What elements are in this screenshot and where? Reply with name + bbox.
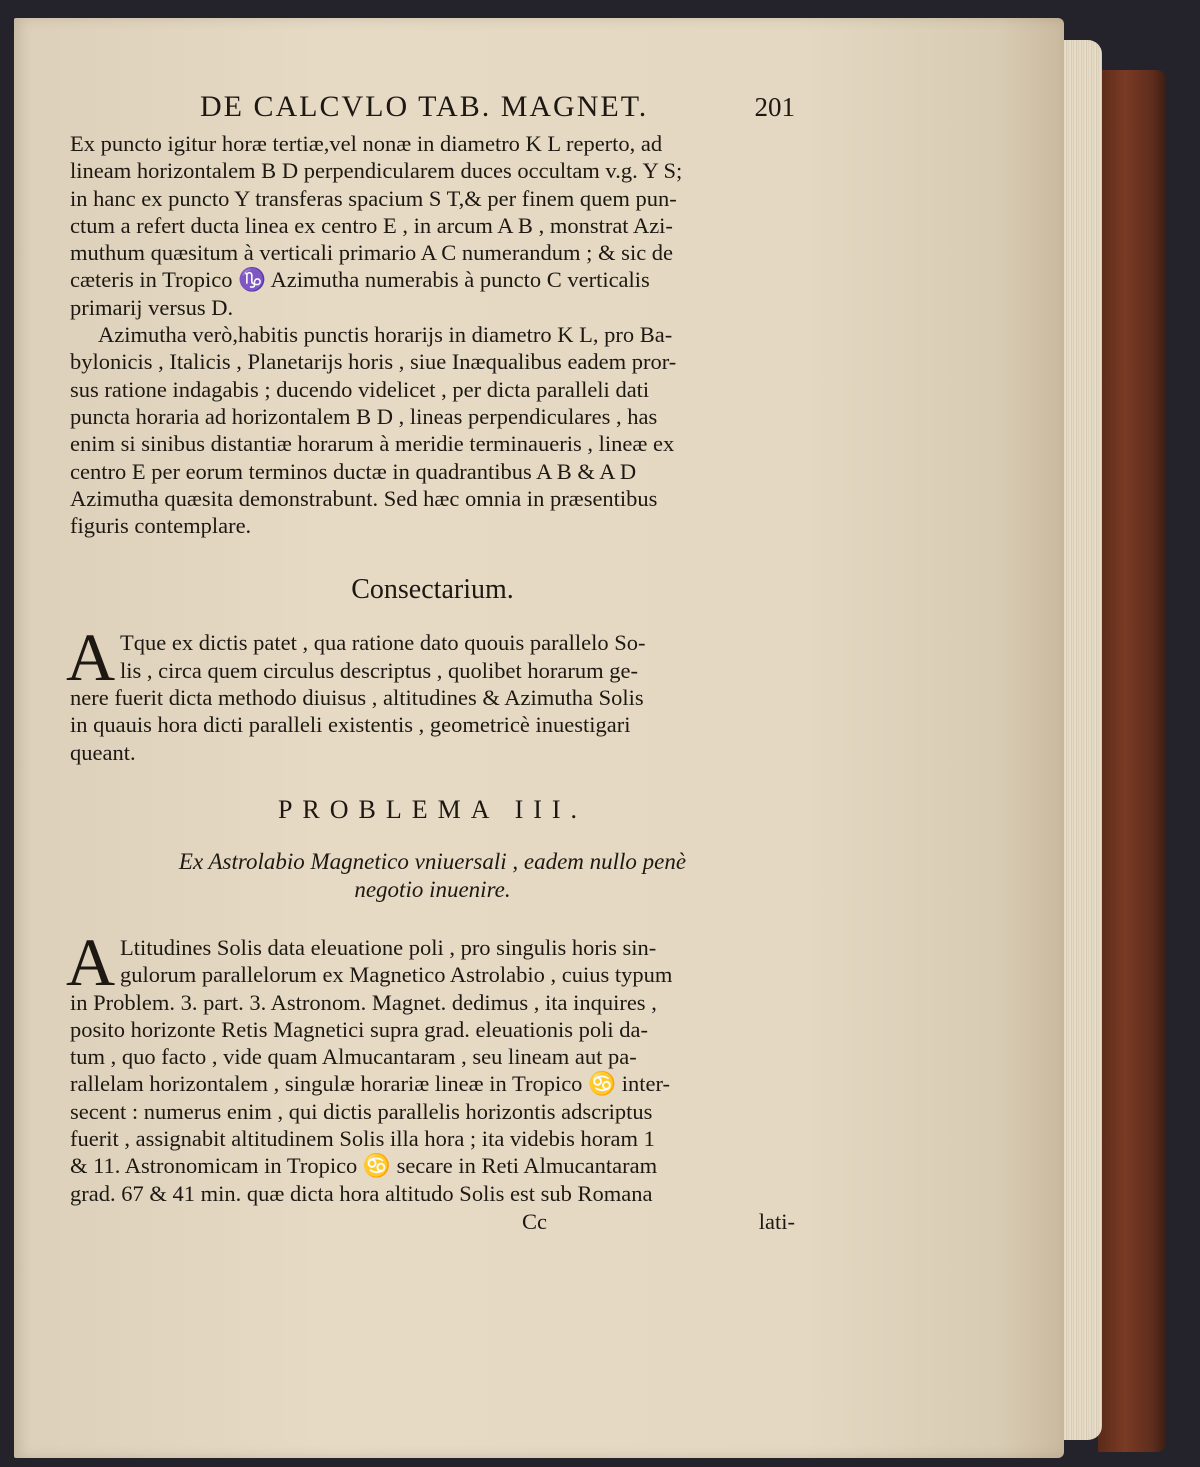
text-line: centro E per eorum terminos ductæ in quadrantibus A B & A D [70,458,637,484]
text-line: Ltitudines Solis data eleuatione poli , pro singulis horis sin- [120,934,657,960]
text-line: ctum a refert ducta linea ex centro E , in arcum A B , monstrat Azi- [70,212,673,238]
consectarium-paragraph [66,619,795,765]
drop-cap: A [66,923,116,1000]
text-line: Azimutha verò,habitis punctis horarijs in diametro K L, pro Ba- [98,322,673,348]
text-line: & 11. Astronomicam in Tropico ♋ secare in Reti Almucantaram [70,1153,658,1179]
text-line: puncta horaria ad horizontalem B D , lineas perpendiculares , has [70,403,658,429]
text-line: gulorum parallelorum ex Magnetico Astrolabio , cuius typum [120,962,673,988]
page-footer [70,1209,795,1239]
paragraph-2 [70,321,795,539]
text-line: in quauis hora dicti paralleli existentis , geometricè inuestigari [70,712,631,738]
drop-cap: A [66,619,116,696]
catchword: lati- [758,1208,795,1234]
page-number: 201 [754,92,795,122]
consectarium-heading: Consectarium. [351,574,514,606]
page-text-block [66,90,795,1239]
text-line: grad. 67 & 41 min. quæ dicta hora altitudo Solis est sub Romana [70,1180,653,1206]
running-head-title: DE CALCVLO TAB. MAGNET. [200,90,649,123]
signature-mark: Cc [522,1208,547,1234]
paragraph-1 [70,130,795,321]
text-line: queant. [70,739,136,765]
problem-paragraph [66,923,795,1207]
problem-heading: PROBLEMA III. [277,794,588,824]
text-line: enim si sinibus distantiæ horarum à meridie terminaueris , lineæ ex [70,431,675,457]
text-line: rallelam horizontalem , singulæ horariæ lineæ in Tropico ♋ inter- [70,1071,670,1097]
text-line: bylonicis , Italicis , Planetarijs horis , siue Inæqualibus eadem pror- [70,349,677,375]
text-line: figuris contemplare. [70,513,252,539]
book-cover-edge [1098,70,1166,1452]
text-line: in hanc ex puncto Y transferas spacium S T,& per finem quem pun- [70,185,677,211]
problem-subheading-line: Ex Astrolabio Magnetico vniuersali , eadem nullo penè [178,848,687,874]
text-line: primarij versus D. [70,294,234,320]
text-line: nere fuerit dicta methodo diuisus , altitudines & Azimutha Solis [70,685,644,711]
text-line: cæteris in Tropico ♑ Azimutha numerabis à puncto C verticalis [70,267,650,293]
text-line: Ex puncto igitur horæ tertiæ,vel nonæ in diametro K L reperto, ad [70,131,663,156]
text-line: lineam horizontalem B D perpendicularem duces occultam v.g. Y S; [70,158,683,184]
text-line: muthum quæsitum à verticali primario A C numerandum ; & sic de [70,240,674,266]
text-line: Azimutha quæsita demonstrabunt. Sed hæc omnia in præsentibus [70,485,658,511]
text-line: tum , quo facto , vide quam Almucantaram , seu lineam aut pa- [70,1044,637,1070]
text-line: fuerit , assignabit altitudinem Solis illa hora ; ita videbis horam 1 [70,1126,655,1152]
text-line: secent : numerus enim , qui dictis parallelis horizontis adscriptus [70,1098,653,1124]
text-line: posito horizonte Retis Magnetici supra grad. eleuationis poli da- [70,1016,648,1042]
problem-subheading-line: negotio inuenire. [354,876,511,902]
text-line: lis , circa quem circulus descriptus , quolibet horarum ge- [120,657,638,683]
text-line: in Problem. 3. part. 3. Astronom. Magnet. dedimus , ita inquires , [70,989,657,1015]
running-head [70,90,795,130]
text-line: sus ratione indagabis ; ducendo videlicet , per dicta paralleli dati [70,376,650,402]
text-line: Tque ex dictis patet , qua ratione dato quouis parallelo So- [120,630,646,656]
